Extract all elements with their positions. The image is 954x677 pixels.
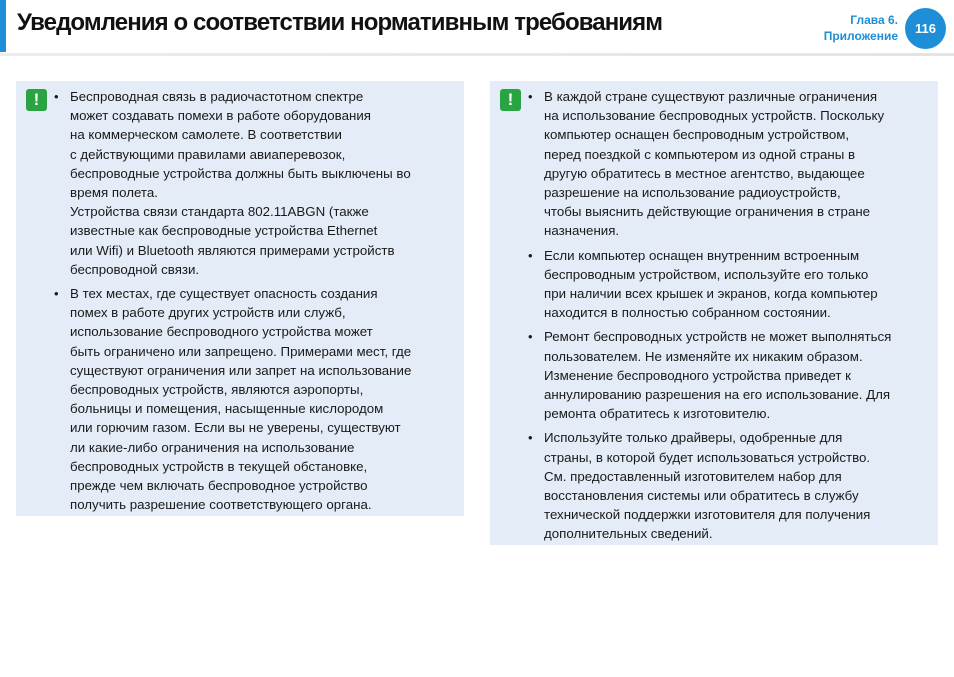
bullet-icon: • (528, 89, 533, 104)
page-number-badge: 116 (905, 8, 946, 49)
bullet-icon: • (528, 329, 533, 345)
list-item (528, 428, 932, 543)
chapter-name: Приложение (823, 29, 898, 43)
chapter-number: Глава 6. (850, 13, 898, 27)
list-item (528, 246, 932, 323)
list-item-text: Если компьютер оснащен внутренним встроенным беспроводным устройством, используйте его только при наличии всех крышек и экранов, когда компьютер находится в полностью собранном состоянии. (544, 247, 878, 321)
header-accent-bar (0, 0, 6, 52)
warning-exclamation-icon: ! (500, 89, 521, 111)
list-item-text: Беспроводная связь в радиочастотном спектре может создавать помехи в работе оборудования на коммерческом самолете. В соответствии с действующими правилами авиаперевозок, беспроводные устройства должны быть выключены во время полета. Устройства связи стандарта 802.11ABGN (также известные как беспроводные устройства Ethernet или Wifi) и Bluetooth являются примерами устройств беспроводной связи. (70, 89, 411, 277)
warning-exclamation-icon: ! (26, 89, 47, 111)
list-item (528, 87, 932, 241)
header-divider (0, 53, 954, 56)
bullet-icon: • (528, 247, 533, 263)
list-item-text: Ремонт беспроводных устройств не может выполняться пользователем. Не изменяйте их никаким образом. Изменение беспроводного устройства приведет к аннулированию разрешения на его использование. Для ремонта обратитесь к изготовителю. (544, 329, 892, 422)
right-note-list (528, 87, 932, 549)
list-item (528, 327, 932, 423)
left-note-box (16, 81, 464, 516)
list-item (54, 284, 458, 514)
list-item-text: В тех местах, где существует опасность создания помех в работе других устройств или служб, использование беспроводного устройства может быть ограничено или запрещено. Примерами мест, где существуют ограничения или запрет на использование беспроводных устройств, являются аэропорты, больницы и помещения, насыщенные кислородом или горючим газом. Если вы не уверены, существуют ли какие-либо ограничения на использование беспроводных устройств в текущей обстановке, прежде чем включать беспроводное устройство получить разрешение соответствующего органа. (70, 286, 412, 513)
bullet-icon: • (528, 430, 533, 446)
list-item (54, 87, 458, 279)
bullet-icon: • (54, 89, 59, 104)
left-note-list (54, 87, 458, 519)
page-title: Уведомления о соответствии нормативным требованиям (17, 9, 663, 36)
list-item-text: В каждой стране существуют различные ограничения на использование беспроводных устройств. Поскольку компьютер оснащен беспроводным устройством, перед поездкой с компьютером из одной страны в другую обратитесь в местное агентство, выдающее разрешение на использование радиоустройств, чтобы выяснить действующие ограничения в стране назначения. (544, 89, 885, 239)
list-item-text: Используйте только драйверы, одобренные для страны, в которой будет использоваться устройство. См. предоставленный изготовителем набор для восстановления системы или обратитесь в службу технической поддержки изготовителя для получения дополнительных сведений. (544, 430, 871, 542)
right-note-box (490, 81, 938, 545)
bullet-icon: • (54, 286, 59, 302)
chapter-label (824, 12, 898, 44)
